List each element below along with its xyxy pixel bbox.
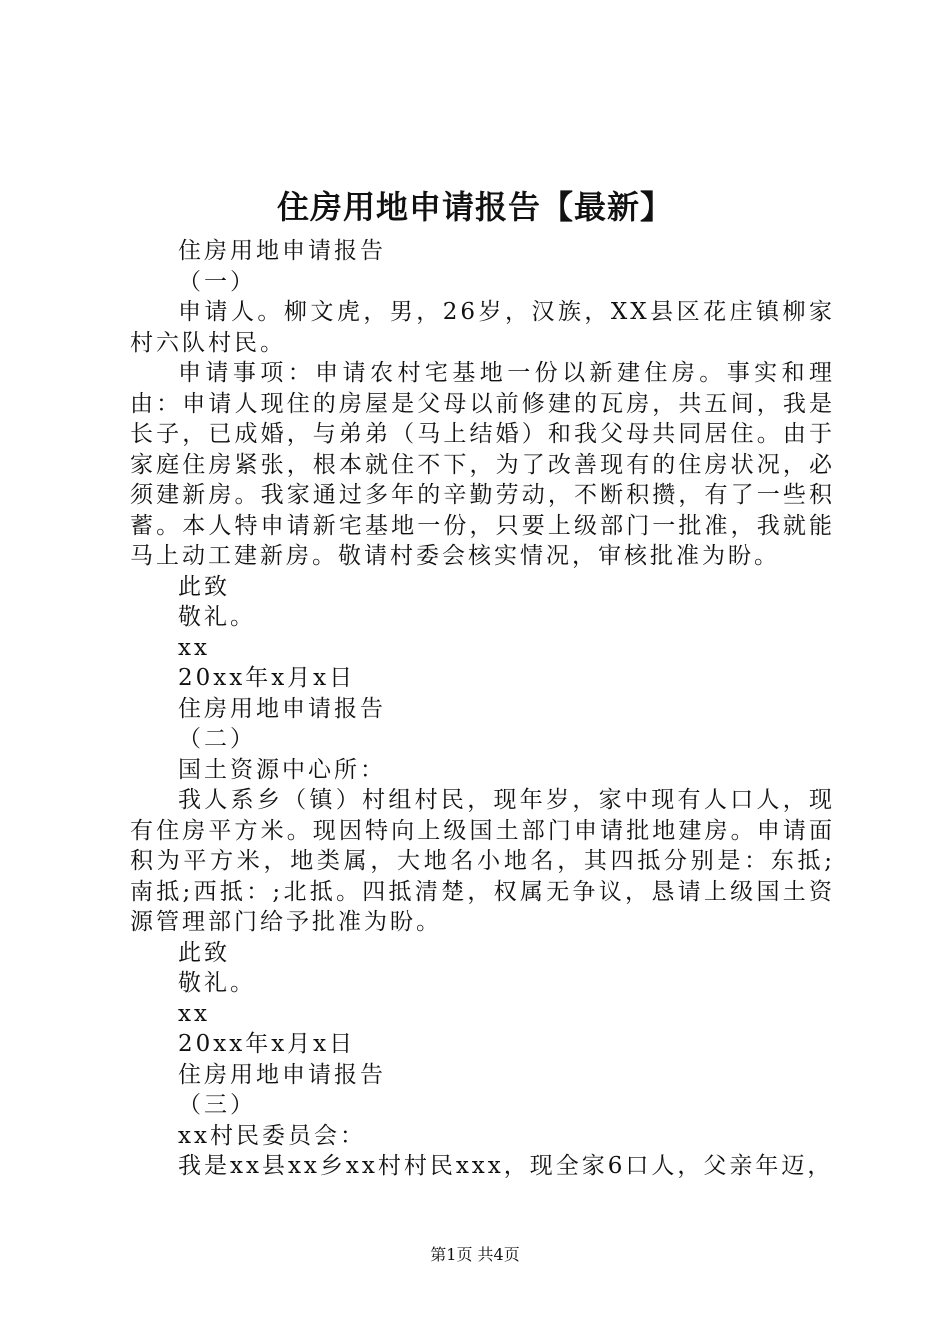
section-heading: 住房用地申请报告 [178, 1061, 386, 1088]
addressee: 国土资源中心所： [178, 756, 386, 783]
section-heading: 住房用地申请报告 [178, 695, 386, 722]
section-1 [130, 236, 835, 694]
document-title: 住房用地申请报告【最新】 [276, 188, 673, 226]
paragraph: 申请事项：申请农村宅基地一份以新建住房。事实和理由：申请人现住的房屋是父母以前修建的瓦房，共五间，我是长子，已成婚，与弟弟（马上结婚）和我父母共同居住。由于家庭住房紧张，根本就住不下，为了改善现有的住房状况，必须建新房。我家通过多年的辛勤劳动，不断积攒，有了一些积蓄。本人特申请新宅基地一份，只要上级部门一批准，我就能马上动工建新房。敬请村委会核实情况，审核批准为盼。 [130, 360, 835, 569]
paragraph: 我人系乡（镇）村组村民，现年岁，家中现有人口人，现有住房平方米。现因特向上级国土部门申请批地建房。申请面积为平方米，地类属，大地名小地名，其四抵分别是：东抵;南抵;西抵：;北抵。四抵清楚，权属无争议，恳请上级国土资源管理部门给予批准为盼。 [130, 787, 835, 935]
closing-line: 此致 [178, 573, 230, 600]
section-number: （三） [178, 1092, 256, 1118]
paragraph: 我是xx县xx乡xx村村民xxx，现全家6口人，父亲年迈， [178, 1153, 834, 1179]
page-indicator: 第1页 共4页 [430, 1245, 520, 1264]
section-number: （二） [178, 726, 256, 752]
salute-line: 敬礼。 [178, 970, 256, 996]
section-3 [130, 1060, 835, 1182]
closing-line: 此致 [178, 939, 230, 966]
paragraph: 申请人。柳文虎，男，26岁，汉族，XX县区花庄镇柳家村六队村民。 [130, 299, 835, 356]
date-line: 20xx年x月x日 [178, 1031, 356, 1057]
addressee: xx村民委员会： [178, 1122, 366, 1149]
section-heading: 住房用地申请报告 [178, 238, 386, 264]
section-2 [130, 694, 835, 1060]
section-number: （一） [178, 268, 256, 295]
signature: xx [178, 1000, 210, 1027]
salute-line: 敬礼。 [178, 604, 256, 630]
signature: xx [178, 634, 210, 661]
date-line: 20xx年x月x日 [178, 665, 356, 691]
document-body [130, 236, 835, 1182]
